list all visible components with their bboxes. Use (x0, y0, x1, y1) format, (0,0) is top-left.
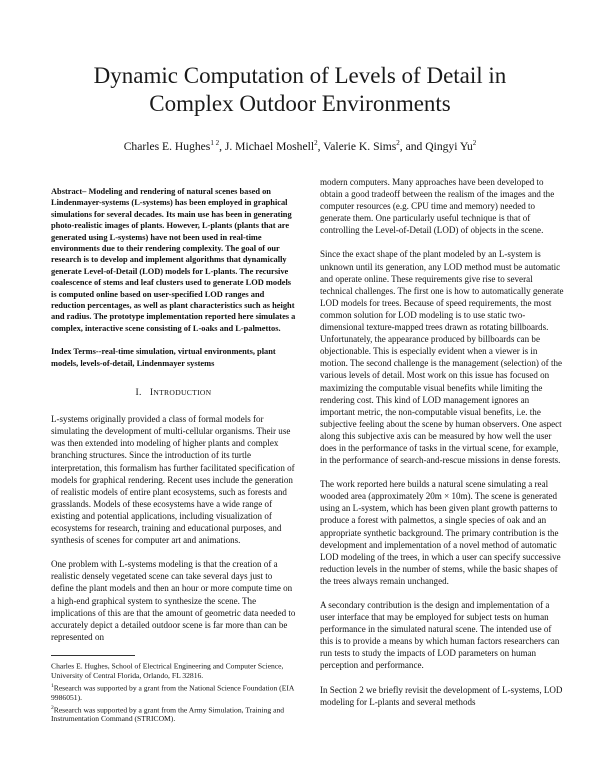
author-separator: , (219, 139, 225, 153)
footnote: Charles E. Hughes, School of Electrical Engineering and Computer Science, University of Central Florida, Orlando, FL 32816. (51, 661, 284, 680)
left-column (51, 186, 296, 726)
body-paragraph: L-systems originally provided a class of formal models for simulating the development of multi-cellular organisms. Their use was then extended into modeling of higher plants and complex branching structures. Since the introduction of its turtle interpretation, this formalism has further facilitated specification of models for graphical rendering. Recent uses include the generation of realistic models of entire plant ecosystems, such as forests and grasslands. Models of these ecosystems have a wide range of existing and potential applications, including visualization of ecosystems for research, training and educational purposes, and synthesis of scenes for computer art and animations. (51, 414, 295, 546)
author-name: Valerie K. Sims (323, 139, 397, 153)
author-separator: , (317, 139, 324, 153)
author-affiliation-mark: 2 (396, 139, 400, 147)
body-paragraph: One problem with L-systems modeling is that the creation of a realistic densely vegetated scene can take several days just to define the plant models and then an hour or more compute time on a high-end graphical system to synthesize the scene. The implications of this are that the amount of geometric data needed to accurately depict a detailed outdoor scene is far more than can be represented on (51, 559, 296, 642)
section-numeral: I. (135, 387, 142, 399)
footnotes (51, 660, 296, 724)
title-line-2: Complex Outdoor Environments (149, 91, 451, 116)
author-list (40, 136, 560, 154)
index-terms: Index Terms--real-time simulation, virtual environments, plant models, levels-of-detail, Lindenmayer systems (51, 347, 276, 368)
body-paragraph: The work reported here builds a natural scene simulating a real wooded area (approximately 20m × 10m). The scene is generated using an L-system, which has been given plant growth patterns to produce a forest with palmettos, a single species of oak and an appropriate synthetic background. The primary contribution is the development and implementation of a novel method of automatic LOD modeling of the trees, in which a user can specify successive reduction levels in the number of stems, while the basic shapes of the trees always remain unchanged. (320, 479, 561, 586)
body-paragraph: A secondary contribution is the design and implementation of a user interface that may be employed for subject tests on human performance in the simulated natural scene. The intended use of this is to provide a means by which human factors researchers can run tests to study the impacts of LOD parameters on human perception and performance. (320, 600, 560, 671)
author-separator: , and (399, 139, 426, 153)
title-line-1: Dynamic Computation of Levels of Detail in (93, 63, 507, 88)
body-paragraph: In Section 2 we briefly revisit the development of L-systems, LOD modeling for L-plants and several methods (320, 684, 563, 707)
body-paragraph: Since the exact shape of the plant modeled by an L-system is unknown until its generation, any LOD method must be automatic and operate online. These requirements give rise to several technical challenges. The first one is how to automatically generate LOD models for trees. Because of speed requirements, the most common solution for LOD modeling is to use static two-dimensional texture-mapped trees drawn as rotating billboards. Unfortunately, the appearance produced by billboards can be objectionable. This is especially evident when a viewer is in motion. The second challenge is the management (selection) of the various levels of detail. Most work on this issue has focused on maximizing the computable visual benefits while limiting the rendering cost. This kind of LOD management ignores an important metric, the non-computable visual benefits, i.e. the subjective feeling about the scene by human observers. One aspect along this subjective axis can be measured by how well the user does in the performance of tasks in the virtual scene, for example, in the performance of search-and-rescue missions in dense forests. (320, 249, 564, 466)
author-affiliation-mark: 2 (314, 139, 318, 147)
author-affiliation-mark: 1 2 (210, 139, 220, 147)
footnote-rule (51, 655, 135, 656)
footnote: $^2$Research was supported by a grant from the Army Simulation, Training and Instrumentation Command (STRICOM). (51, 704, 285, 724)
section-title-rest: NTRODUCTION (153, 388, 212, 398)
section-heading-introduction (51, 387, 296, 399)
author-name: J. Michael Moshell (224, 139, 315, 153)
author-affiliation-mark: 2 (472, 139, 477, 147)
paper-title (40, 62, 560, 118)
abstract: Abstract– Modeling and rendering of natural scenes based on Lindenmayer-systems (L-systems) has been employed in graphical simulations for several decades. Its main use has been in generating photo-realistic images of plants. However, L-plants (plants that are generated using L-systems) have not been used in real-time environments due to their rendering complexity. The goal of our research is to develop and implement algorithms that dynamically generate Level-of-Detail (LOD) models for L-plants. The recursive coalescence of stems and leaf clusters used to generate LOD models is computed online based on user-specified LOD ranges and reduction percentages, as well as plant characteristics such as height and radius. The prototype implementation reported here simulates a complex, interactive scene consisting of L-oaks and L-palmettos. (51, 187, 296, 333)
author-name: Charles E. Hughes (123, 139, 211, 153)
body-paragraph: modern computers. Many approaches have been developed to obtain a good tradeoff between the realism of the images and the computer resources (e.g. CPU time and memory) needed to generate them. One particularly useful technique is that of controlling the Level-of-Detail (LOD) of objects in the scene. (320, 177, 555, 236)
footnote: $^1$Research was supported by a grant from the National Science Foundation (EIA 9986051). (51, 682, 294, 702)
author-name: Qingyi Yu (425, 139, 473, 153)
right-column (320, 176, 566, 720)
section-title-initial: I (149, 387, 154, 399)
